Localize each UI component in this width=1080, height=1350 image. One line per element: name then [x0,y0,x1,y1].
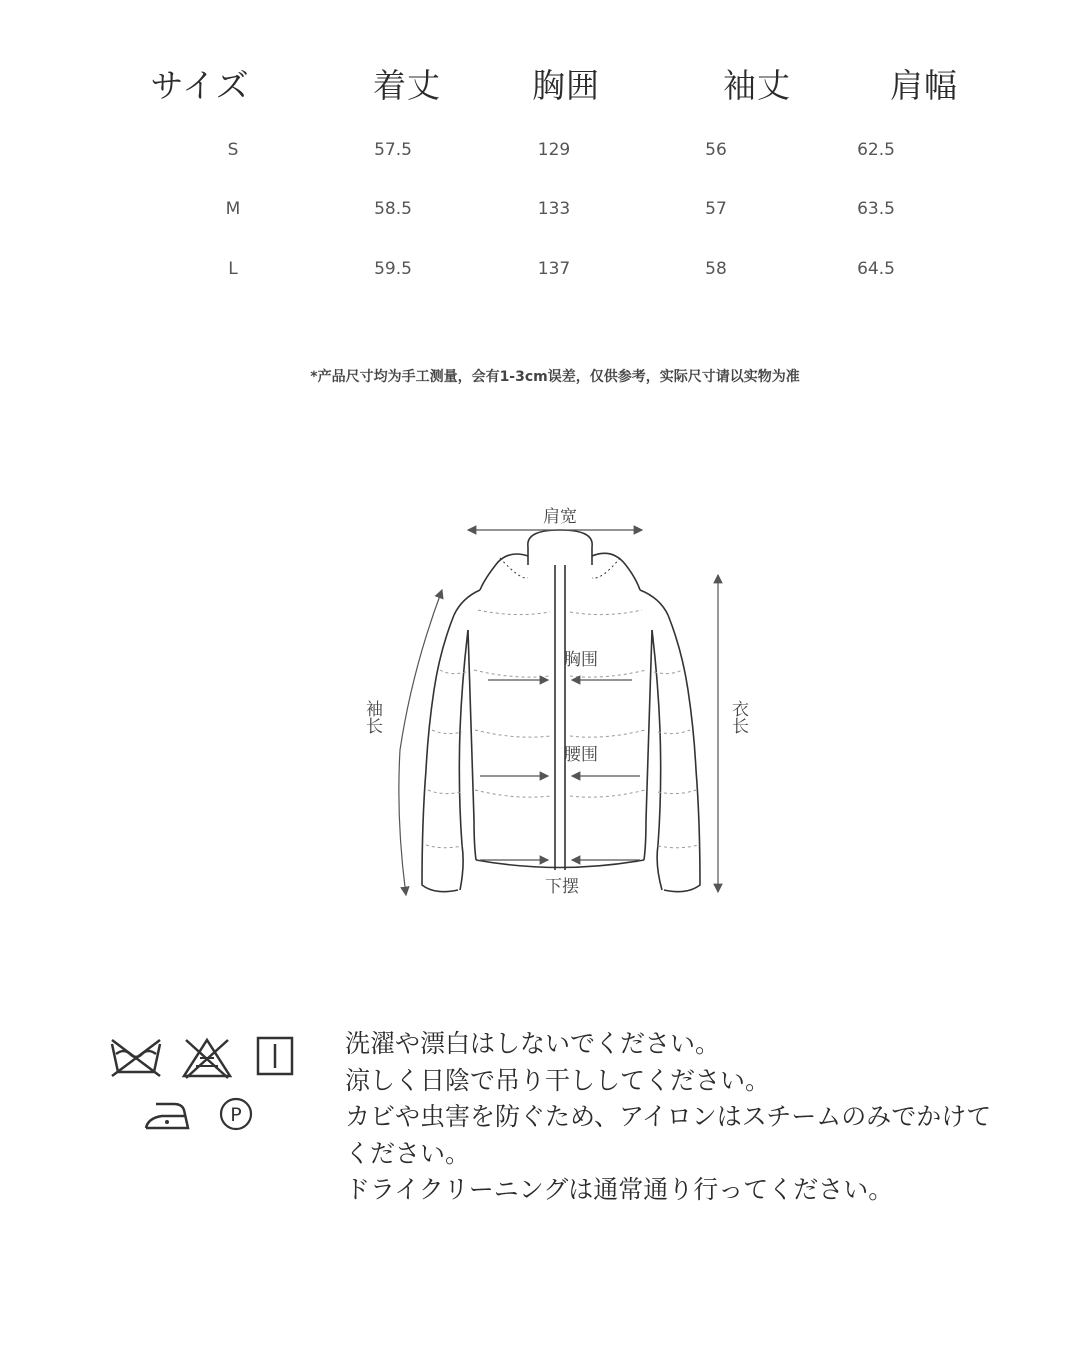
cell-sleeve: 56 [705,140,727,160]
label-shoulder: 肩宽 [543,507,577,527]
care-line: カビや虫害を防ぐため、アイロンはスチームのみでかけて [345,1102,992,1131]
cell-shoulder: 64.5 [857,259,895,279]
cell-shoulder: 63.5 [857,199,895,219]
do-not-bleach-icon [180,1036,234,1080]
label-hem: 下摆 [545,877,579,897]
header-shoulder: 肩幅 [890,66,958,105]
care-line: ください。 [345,1138,471,1168]
care-instructions [345,1026,1065,1209]
header-size: サイズ [150,66,250,105]
cell-chest: 133 [537,199,571,219]
header-chest: 胸囲 [532,66,600,105]
cell-size: M [225,199,241,219]
label-chest: 胸围 [564,650,598,670]
measurement-note: *产品尺寸均为手工测量，会有1-3cm误差，仅供参考，实际尺寸请以实物为准 [310,369,800,385]
label-length: 衣长 [728,700,748,734]
do-not-wash-icon [110,1038,162,1078]
cell-size: L [228,259,238,279]
label-waist: 腰围 [564,745,598,765]
cell-size: S [227,140,239,160]
cell-sleeve: 58 [705,259,727,279]
dry-clean-p-icon [218,1096,254,1132]
line-dry-icon [256,1036,296,1078]
svg-text:P: P [230,1104,242,1126]
sleeve-arrow [399,590,442,895]
cell-shoulder: 62.5 [857,140,895,160]
cell-chest: 137 [537,259,571,279]
care-line: ドライクリーニングは通常通り行ってください。 [345,1175,894,1204]
label-sleeve: 袖长 [362,700,382,734]
measurement-arrows [399,530,718,895]
jacket-measurement-diagram [350,490,760,920]
iron-low-icon [142,1098,192,1132]
cell-length: 58.5 [374,199,412,219]
header-length: 着丈 [373,66,441,105]
cell-length: 59.5 [374,259,412,279]
jacket-outline [422,530,700,892]
care-icons [100,1030,310,1140]
care-line: 洗濯や漂白はしないでください。 [345,1029,721,1058]
cell-length: 57.5 [374,140,412,160]
header-sleeve: 袖丈 [723,66,791,105]
cell-chest: 129 [537,140,571,160]
cell-sleeve: 57 [705,199,727,219]
care-line: 涼しく日陰で吊り干ししてください。 [345,1065,771,1095]
